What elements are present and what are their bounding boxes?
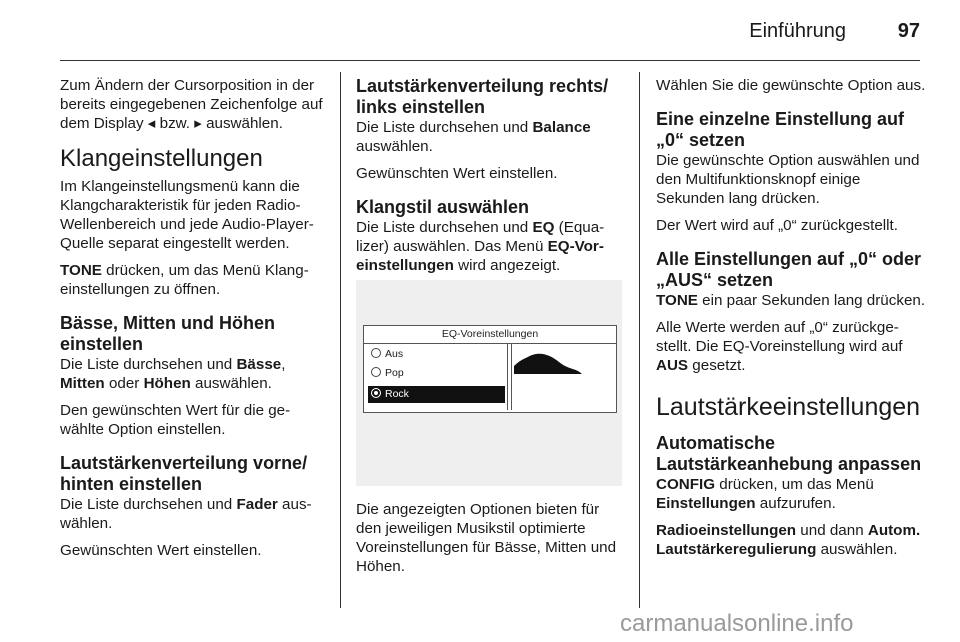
heading-klangeinstellungen: Klangeinstellungen [60,145,263,172]
eq-option-rock[interactable] [368,386,505,403]
fader-text-b: aus-wählen. [60,496,312,532]
baesse-paragraph [60,355,330,393]
tone-key: TONE [60,262,102,279]
baesse-text-a: Die Liste durchsehen und [60,356,237,373]
figure-caption-block [356,500,626,584]
aus-term: AUS [656,357,689,374]
heading-vorne-hinten: Lautstärkenverteilung vorne/ hinten einstellen [60,453,308,494]
heading-klangstil: Klangstil auswählen [356,197,530,217]
einzel-paragraph: Die gewünschte Option auswählen und den Multifunktionsknopf einige Sekunden lang drücken. [656,152,920,207]
fader-paragraph [60,495,330,533]
hoehen-term: Höhen [143,375,191,392]
config-paragraph [656,475,928,513]
eq-term: EQ [532,219,555,236]
config-key: CONFIG [656,476,716,493]
chapter-title: Einführung [749,20,846,42]
eq-scrollbar[interactable] [507,344,512,410]
eq-paragraph [356,218,626,275]
oder-text: oder [104,375,144,392]
fader-term: Fader [236,496,278,513]
autom-term: Autom. Lautstärkeregulierung [656,522,921,558]
tone-text: drücken, um das Menü Klang-einstellungen zu öffnen. [60,262,309,298]
balance-text-a: Die Liste durchsehen und [356,119,533,136]
werte-text-b: gesetzt. [688,357,746,374]
radio-text-a: und dann [796,522,868,539]
fader-text-a: Die Liste durchsehen und [60,496,237,513]
header-rule [60,60,920,61]
tone-text-2: ein paar Sekunden lang drücken. [697,292,926,309]
tone-paragraph-2 [656,291,928,310]
radio-icon [371,367,381,377]
klang-paragraph: Im Klangeinstellungsmenü kann die Klangcharakteristik für jeden Radio-Wellenbereich und jede Audio-Player-Quelle separat eingestellt werden. [60,178,314,252]
eq-text-b: (Equa-lizer) auswählen. Das Menü [356,219,605,255]
eq-text-a: Die Liste durchsehen und [356,219,533,236]
tone-paragraph [60,261,330,299]
eq-option-label: Rock [385,388,409,400]
heading-einzel: Eine einzelne Einstellung auf „0“ setzen [656,109,905,150]
einstellungen-term: Einstellungen [656,495,756,512]
balance-paragraph [356,118,626,156]
radio-icon [371,348,381,358]
radio-paragraph [656,521,928,559]
eq-screen-figure [356,280,622,486]
eq-display-caption: EQ-Voreinstellungen [364,326,616,344]
baesse-text-b: auswählen. [190,375,272,392]
radio-selected-icon [371,388,381,398]
config-text-b: aufzurufen. [755,495,836,512]
werte-text-a: Alle Werte werden auf „0“ zurückge-stellt. Die EQ-Voreinstellung wird auf [656,319,903,355]
figure-caption: Die angezeigten Optionen bieten für den jeweiligen Musikstil optimierte Voreinstellungen für Bässe, Mitten und Höhen. [356,501,617,575]
heading-automatische: Automatische Lautstärkeanhebung anpassen [656,433,922,474]
intro-paragraph: Zum Ändern der Cursorposition in der bereits eingegebenen Zeichenfolge auf dem Display ◂ bzw. ▸ auswählen. [60,77,323,132]
option-paragraph: Wählen Sie die gewünschte Option aus. [656,77,926,94]
radio-term: Radioeinstellungen [656,522,797,539]
page-number: 97 [897,20,920,42]
tone-key-2: TONE [656,292,698,309]
watermark: carmanualsonline.info [620,610,854,637]
comma: , [281,356,286,373]
mitten-term: Mitten [60,375,105,392]
column-divider-2 [639,72,640,608]
werte-paragraph [656,318,928,375]
column-divider-1 [340,72,341,608]
wert-paragraph: Den gewünschten Wert für die ge-wählte Option einstellen. [60,402,291,438]
heading-rechts-links: Lautstärkenverteilung rechts/ links einstellen [356,76,609,117]
balance-text-b: auswählen. [356,138,433,155]
eq-option-label: Pop [385,367,404,379]
balance-term: Balance [532,119,591,136]
eq-option-label: Aus [385,348,404,360]
eq-curve-graphic [514,344,614,410]
config-text-a: drücken, um das Menü [715,476,874,493]
eq-option-pop[interactable] [368,365,505,382]
eq-text-c: wird angezeigt. [453,257,561,274]
gewuenscht-paragraph-2: Gewünschten Wert einstellen. [356,165,558,182]
column-2 [356,76,626,283]
radio-text-b: auswählen. [816,541,898,558]
gewuenscht-paragraph: Gewünschten Wert einstellen. [60,542,262,559]
eq-vor-term: EQ-Vor-einstellungen [356,238,604,274]
heading-lautstaerke: Lautstärkeeinstellungen [656,393,921,421]
baesse-term: Bässe [236,356,282,373]
zurueck-paragraph: Der Wert wird auf „0“ zurückgestellt. [656,217,898,234]
heading-alle: Alle Einstellungen auf „0“ oder „AUS“ setzen [656,249,922,290]
eq-option-aus[interactable] [368,346,505,363]
eq-display [363,325,617,413]
column-1 [60,76,330,568]
heading-baesse: Bässe, Mitten und Höhen einstellen [60,313,276,354]
column-3 [656,76,928,567]
page-header [0,20,960,48]
